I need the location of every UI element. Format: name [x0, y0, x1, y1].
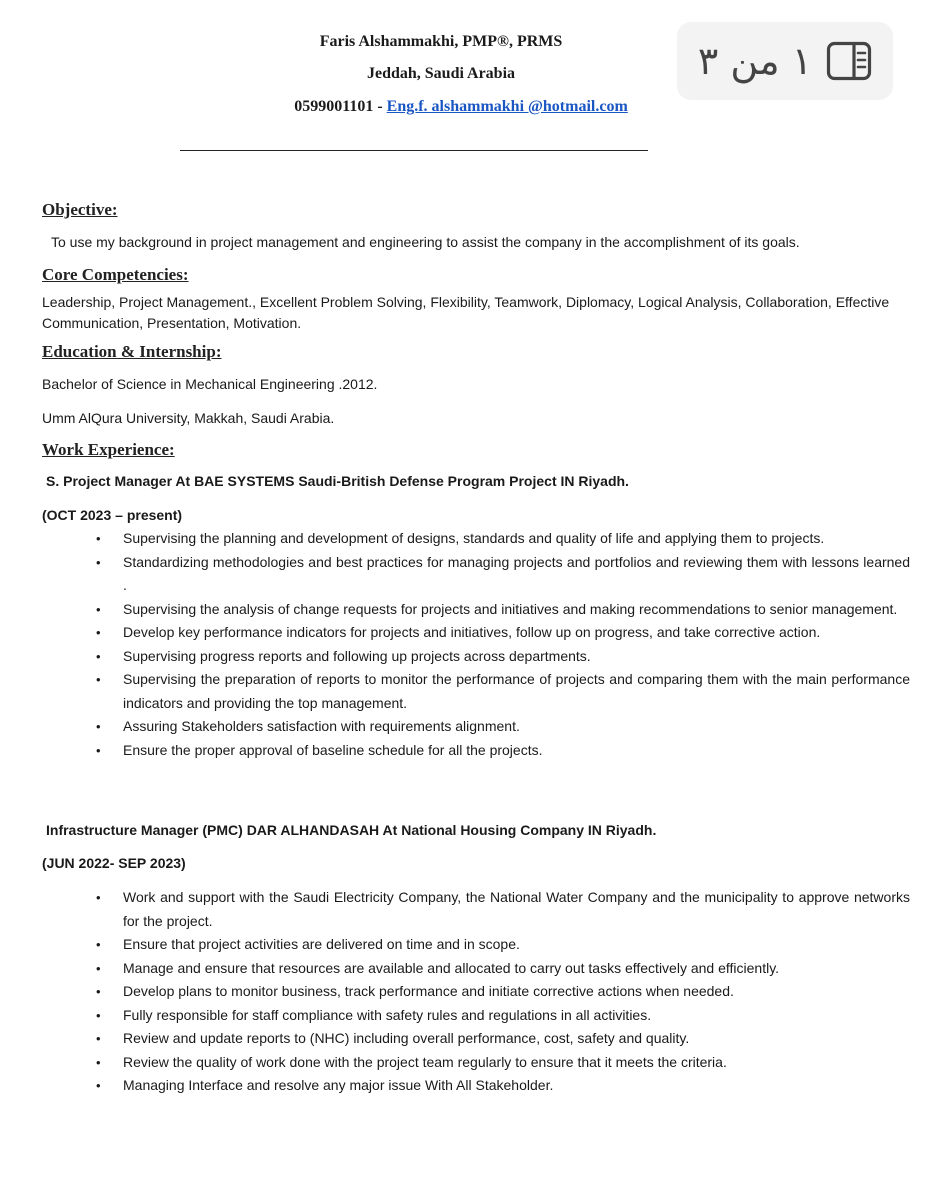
list-item: • Supervising the planning and development of designs, standards and quality of life and applying them to projects.	[96, 527, 910, 551]
sidebar-panel-icon	[826, 41, 872, 81]
job-dates: (OCT 2023 – present)	[42, 507, 183, 523]
education-degree: Bachelor of Science in Mechanical Engineering .2012.	[42, 376, 378, 392]
competencies-text: Leadership, Project Management., Excellent Problem Solving, Flexibility, Teamwork, Diplomacy, Logical Analysis, Collaboration, Effective Communication, Presentation, Motivation.	[42, 294, 890, 331]
list-item: • Fully responsible for staff compliance with safety rules and regulations in all activities.	[96, 1004, 910, 1028]
page-indicator[interactable]	[677, 22, 893, 100]
list-item: • Review and update reports to (NHC) including overall performance, cost, safety and quality.	[96, 1027, 910, 1051]
list-item: • Develop key performance indicators for projects and initiatives, follow up on progress, and take corrective action.	[96, 621, 910, 645]
objective-text: To use my background in project management and engineering to assist the company in the accomplishment of its goals.	[51, 234, 800, 250]
job-title: S. Project Manager At BAE SYSTEMS Saudi-British Defense Program Project IN Riyadh.	[46, 473, 629, 489]
page-indicator-text: ١ من ٣	[697, 39, 813, 83]
list-item: • Review the quality of work done with the project team regularly to ensure that it meets the criteria.	[96, 1051, 910, 1075]
education-heading: Education & Internship:	[42, 342, 222, 361]
list-item: • Ensure the proper approval of baseline schedule for all the projects.	[96, 739, 910, 763]
list-item: • Supervising the analysis of change requests for projects and initiatives and making recommendations to senior management.	[96, 598, 910, 622]
contact-line	[0, 98, 932, 116]
resume-name: Faris Alshammakhi, PMP®, PRMS	[319, 33, 563, 50]
list-item: • Assuring Stakeholders satisfaction with requirements alignment.	[96, 715, 910, 739]
phone-number: 0599001101 -	[294, 98, 387, 115]
work-heading: Work Experience:	[42, 440, 175, 459]
job-dates: (JUN 2022- SEP 2023)	[42, 855, 186, 871]
email-link[interactable]: Eng.f. alshammakhi @hotmail.com	[386, 98, 628, 115]
list-item: • Manage and ensure that resources are available and allocated to carry out tasks effectively and efficiently.	[96, 957, 910, 981]
list-item: • Standardizing methodologies and best practices for managing projects and portfolios and reviewing them with lessons learned .	[96, 551, 910, 598]
competencies-heading: Core Competencies:	[42, 265, 189, 284]
list-item: • Ensure that project activities are delivered on time and in scope.	[96, 933, 910, 957]
job-responsibilities	[96, 886, 910, 1098]
job-responsibilities	[96, 527, 910, 762]
header-divider	[180, 150, 648, 151]
job-title: Infrastructure Manager (PMC) DAR ALHANDASAH At National Housing Company IN Riyadh.	[46, 822, 657, 838]
list-item: • Develop plans to monitor business, track performance and initiate corrective actions when needed.	[96, 980, 910, 1004]
list-item: • Managing Interface and resolve any major issue With All Stakeholder.	[96, 1074, 910, 1098]
objective-heading: Objective:	[42, 200, 118, 219]
education-university: Umm AlQura University, Makkah, Saudi Arabia.	[42, 410, 335, 426]
list-item: • Supervising progress reports and following up projects across departments.	[96, 645, 910, 669]
list-item: • Work and support with the Saudi Electricity Company, the National Water Company and the municipality to approve networks for the project.	[96, 886, 910, 933]
resume-location: Jeddah, Saudi Arabia	[366, 65, 516, 82]
list-item: • Supervising the preparation of reports to monitor the performance of projects and comparing them with the main performance indicators and providing the top management.	[96, 668, 910, 715]
